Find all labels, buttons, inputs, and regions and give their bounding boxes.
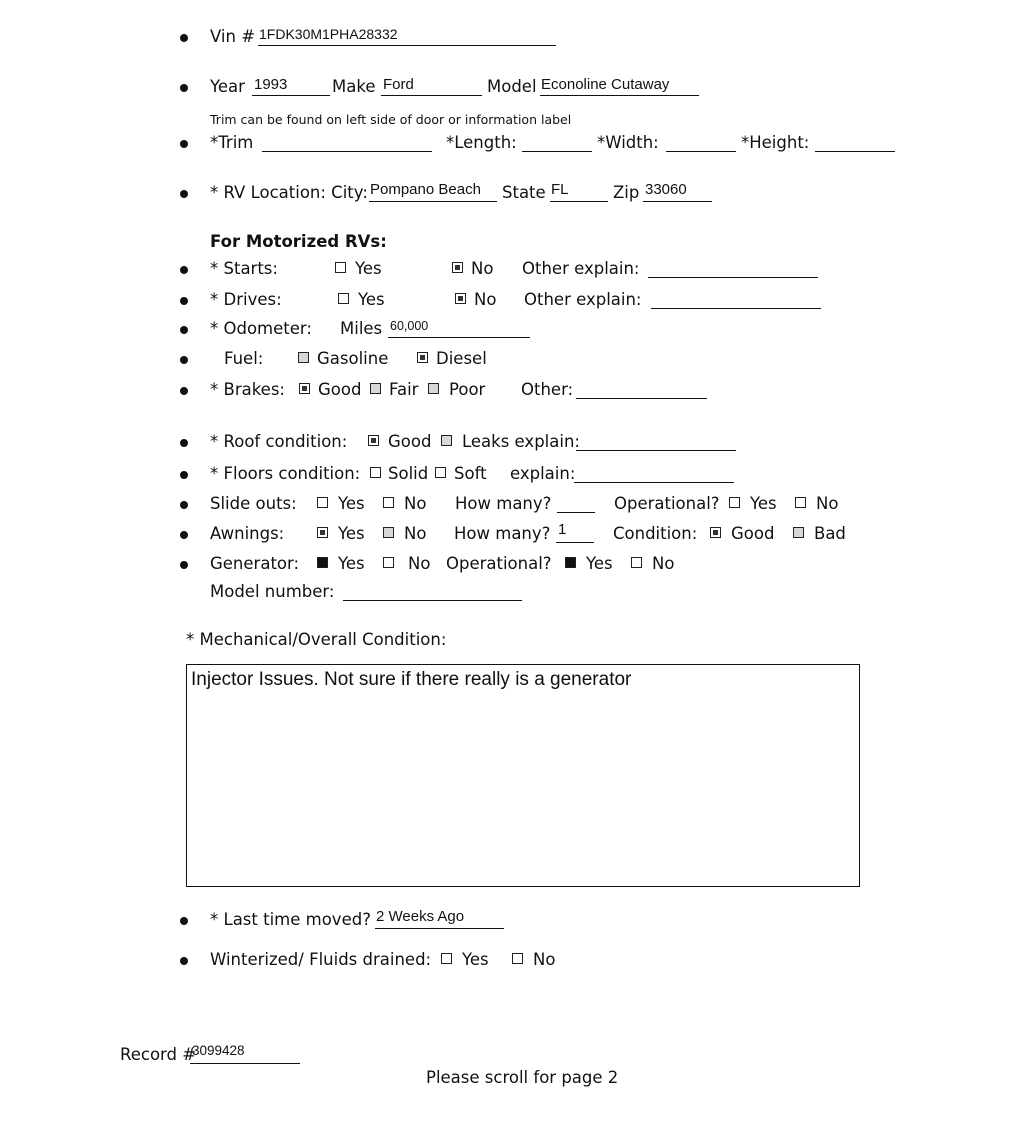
roof-leaks-line[interactable] bbox=[576, 432, 736, 451]
brakes-poor-checkbox[interactable] bbox=[428, 383, 439, 394]
awnings-yes-label: Yes bbox=[338, 524, 365, 543]
roof-good-checkbox[interactable] bbox=[368, 435, 379, 446]
generator-op-no-checkbox[interactable] bbox=[631, 557, 642, 568]
slideouts-howmany-line[interactable] bbox=[557, 494, 595, 513]
trim-label: *Trim bbox=[210, 133, 254, 152]
generator-yes-label: Yes bbox=[338, 554, 365, 573]
awnings-label: Awnings: bbox=[210, 524, 285, 543]
awnings-bad-label: Bad bbox=[814, 524, 846, 543]
awnings-howmany-label: How many? bbox=[454, 524, 551, 543]
brakes-fair-checkbox[interactable] bbox=[370, 383, 381, 394]
bullet bbox=[180, 439, 188, 447]
brakes-fair-label: Fair bbox=[389, 380, 419, 399]
floors-soft-label: Soft bbox=[454, 464, 487, 483]
odometer-label: * Odometer: bbox=[210, 319, 312, 338]
fuel-label: Fuel: bbox=[224, 349, 264, 368]
generator-operational-label: Operational? bbox=[446, 554, 552, 573]
bullet bbox=[180, 957, 188, 965]
width-label: *Width: bbox=[597, 133, 659, 152]
starts-label: * Starts: bbox=[210, 259, 278, 278]
vin-value[interactable]: 1FDK30M1PHA28332 bbox=[259, 26, 398, 42]
floors-soft-checkbox[interactable] bbox=[435, 467, 446, 478]
zip-label: Zip bbox=[613, 183, 640, 202]
miles-value[interactable]: 60,000 bbox=[390, 319, 429, 333]
bullet bbox=[180, 471, 188, 479]
drives-label: * Drives: bbox=[210, 290, 282, 309]
floors-solid-label: Solid bbox=[388, 464, 429, 483]
generator-op-yes-label: Yes bbox=[586, 554, 613, 573]
year-value[interactable]: 1993 bbox=[254, 76, 288, 93]
fuel-diesel-checkbox[interactable] bbox=[417, 352, 428, 363]
length-label: *Length: bbox=[446, 133, 517, 152]
generator-op-no-label: No bbox=[652, 554, 675, 573]
starts-other-label: Other explain: bbox=[522, 259, 640, 278]
fuel-gasoline-checkbox[interactable] bbox=[298, 352, 309, 363]
record-label: Record # bbox=[120, 1045, 197, 1064]
awnings-no-label: No bbox=[404, 524, 427, 543]
mechanical-textarea[interactable] bbox=[186, 664, 860, 887]
winterized-yes-checkbox[interactable] bbox=[441, 953, 452, 964]
fuel-gasoline-label: Gasoline bbox=[317, 349, 389, 368]
awnings-yes-checkbox[interactable] bbox=[317, 527, 328, 538]
starts-yes-label: Yes bbox=[355, 259, 382, 278]
state-label: State bbox=[502, 183, 546, 202]
winterized-label: Winterized/ Fluids drained: bbox=[210, 950, 432, 969]
brakes-label: * Brakes: bbox=[210, 380, 285, 399]
bullet bbox=[180, 326, 188, 334]
bullet bbox=[180, 561, 188, 569]
miles-label: Miles bbox=[340, 319, 383, 338]
model-value[interactable]: Econoline Cutaway bbox=[541, 76, 670, 93]
brakes-other-line[interactable] bbox=[576, 380, 707, 399]
generator-no-label: No bbox=[408, 554, 431, 573]
year-label: Year bbox=[210, 77, 245, 96]
slideouts-label: Slide outs: bbox=[210, 494, 297, 513]
bullet bbox=[180, 297, 188, 305]
length-line[interactable] bbox=[522, 133, 592, 152]
city-value[interactable]: Pompano Beach bbox=[370, 181, 481, 198]
starts-no-label: No bbox=[471, 259, 494, 278]
floors-explain-label: explain: bbox=[510, 464, 576, 483]
bullet bbox=[180, 356, 188, 364]
slideouts-no-checkbox[interactable] bbox=[383, 497, 394, 508]
location-label: * RV Location: City: bbox=[210, 183, 368, 202]
drives-other-label: Other explain: bbox=[524, 290, 642, 309]
slideouts-no-label: No bbox=[404, 494, 427, 513]
roof-good-label: Good bbox=[388, 432, 432, 451]
trim-line[interactable] bbox=[262, 133, 432, 152]
zip-value[interactable]: 33060 bbox=[645, 181, 687, 198]
floors-label: * Floors condition: bbox=[210, 464, 361, 483]
drives-other-line[interactable] bbox=[651, 290, 821, 309]
drives-yes-checkbox[interactable] bbox=[338, 293, 349, 304]
slideouts-op-no-label: No bbox=[816, 494, 839, 513]
winterized-yes-label: Yes bbox=[462, 950, 489, 969]
bullet bbox=[180, 84, 188, 92]
starts-other-line[interactable] bbox=[648, 259, 818, 278]
mechanical-label: * Mechanical/Overall Condition: bbox=[186, 630, 447, 649]
last-moved-value[interactable]: 2 Weeks Ago bbox=[376, 908, 465, 925]
trim-note: Trim can be found on left side of door or information label bbox=[210, 112, 572, 127]
generator-model-line[interactable] bbox=[343, 582, 522, 601]
slideouts-op-no-checkbox[interactable] bbox=[795, 497, 806, 508]
slideouts-operational-label: Operational? bbox=[614, 494, 720, 513]
floors-explain-line[interactable] bbox=[574, 464, 734, 483]
generator-op-yes-checkbox[interactable] bbox=[565, 557, 576, 568]
brakes-good-checkbox[interactable] bbox=[299, 383, 310, 394]
roof-leaks-checkbox[interactable] bbox=[441, 435, 452, 446]
awnings-count-value[interactable]: 1 bbox=[558, 521, 567, 538]
bullet bbox=[180, 917, 188, 925]
bullet bbox=[180, 501, 188, 509]
brakes-other-label: Other: bbox=[521, 380, 574, 399]
bullet bbox=[180, 387, 188, 395]
mechanical-text: Injector Issues. Not sure if there really is a generator bbox=[191, 669, 632, 690]
winterized-no-label: No bbox=[533, 950, 556, 969]
height-line[interactable] bbox=[815, 133, 895, 152]
bullet bbox=[180, 34, 188, 42]
footer-note: Please scroll for page 2 bbox=[426, 1068, 619, 1087]
height-label: *Height: bbox=[741, 133, 810, 152]
motorized-heading: For Motorized RVs: bbox=[210, 232, 387, 251]
floors-solid-checkbox[interactable] bbox=[370, 467, 381, 478]
awnings-no-checkbox[interactable] bbox=[383, 527, 394, 538]
slideouts-op-yes-checkbox[interactable] bbox=[729, 497, 740, 508]
drives-no-checkbox[interactable] bbox=[455, 293, 466, 304]
drives-no-label: No bbox=[474, 290, 497, 309]
awnings-condition-label: Condition: bbox=[613, 524, 698, 543]
width-line[interactable] bbox=[666, 133, 736, 152]
last-moved-label: * Last time moved? bbox=[210, 910, 371, 929]
bullet bbox=[180, 531, 188, 539]
starts-no-checkbox[interactable] bbox=[452, 262, 463, 273]
roof-label: * Roof condition: bbox=[210, 432, 348, 451]
winterized-no-checkbox[interactable] bbox=[512, 953, 523, 964]
starts-yes-checkbox[interactable] bbox=[335, 262, 346, 273]
brakes-good-label: Good bbox=[318, 380, 362, 399]
roof-leaks-label: Leaks explain: bbox=[462, 432, 580, 451]
model-label: Model bbox=[487, 77, 537, 96]
generator-label: Generator: bbox=[210, 554, 300, 573]
vin-label: Vin # bbox=[210, 27, 256, 46]
state-value[interactable]: FL bbox=[551, 181, 569, 198]
awnings-good-label: Good bbox=[731, 524, 775, 543]
brakes-poor-label: Poor bbox=[449, 380, 486, 399]
awnings-good-checkbox[interactable] bbox=[710, 527, 721, 538]
bullet bbox=[180, 140, 188, 148]
generator-yes-checkbox[interactable] bbox=[317, 557, 328, 568]
generator-model-label: Model number: bbox=[210, 582, 335, 601]
awnings-bad-checkbox[interactable] bbox=[793, 527, 804, 538]
slideouts-yes-checkbox[interactable] bbox=[317, 497, 328, 508]
slideouts-howmany-label: How many? bbox=[455, 494, 552, 513]
slideouts-yes-label: Yes bbox=[338, 494, 365, 513]
bullet bbox=[180, 190, 188, 198]
drives-yes-label: Yes bbox=[358, 290, 385, 309]
make-label: Make bbox=[332, 77, 376, 96]
fuel-diesel-label: Diesel bbox=[436, 349, 487, 368]
make-value[interactable]: Ford bbox=[383, 76, 414, 93]
slideouts-op-yes-label: Yes bbox=[750, 494, 777, 513]
bullet bbox=[180, 266, 188, 274]
record-value[interactable]: 3099428 bbox=[192, 1043, 245, 1058]
generator-no-checkbox[interactable] bbox=[383, 557, 394, 568]
